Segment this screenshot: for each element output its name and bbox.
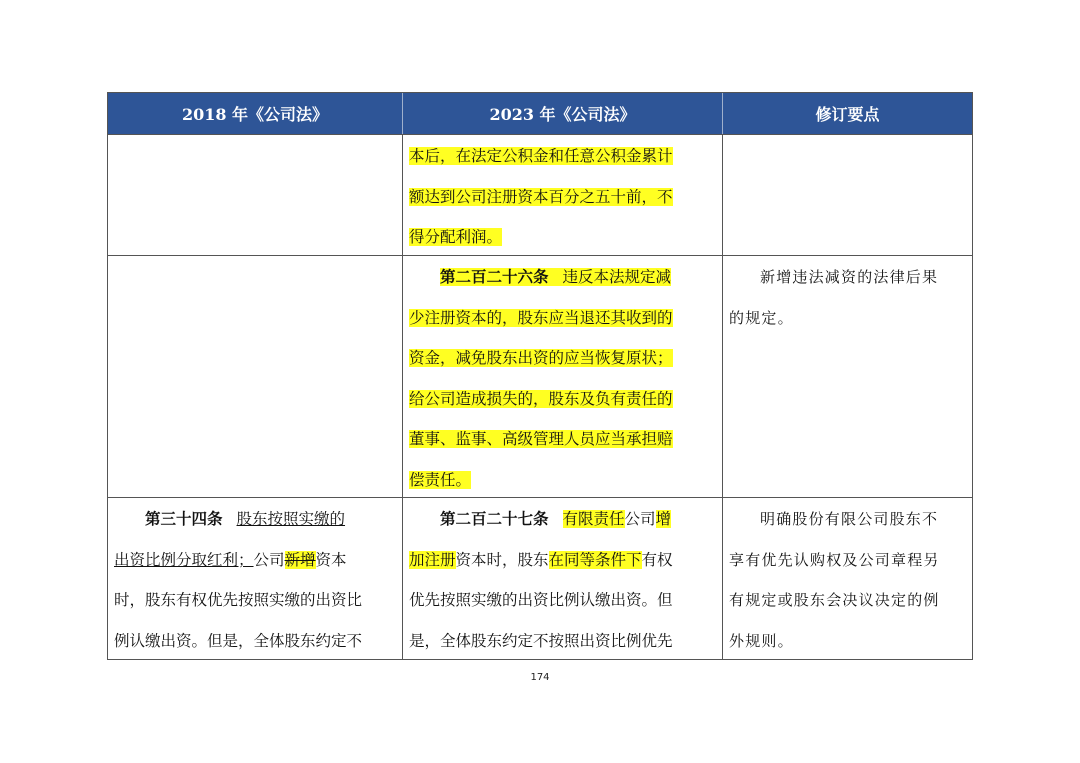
text-line: 本后，在法定公积金和任意公积金累计 [409,147,673,165]
text-line: 例认缴出资。但是，全体股东约定不 [114,631,363,650]
table-row [108,134,972,255]
note-line: 享有优先认购权及公司章程另 [729,550,940,569]
cell-notes [723,256,972,497]
table-row [108,255,972,497]
header-notes: 修订要点 [815,105,880,124]
note-line: 的规定。 [729,308,794,327]
cell-2023 [403,498,723,659]
text-line: 给公司造成损失的，股东及负有责任的 [409,389,673,408]
article-title: 第二百二十六条 [440,267,549,286]
text-line: 资金，减免股东出资的应当恢复原状； [409,349,673,367]
cell-2023 [403,256,723,497]
text-line: 违反本法规定减 [562,268,672,286]
table-header [108,93,972,134]
text-line: 是，全体股东约定不按照出资比例优先 [409,631,673,650]
comparison-table [107,92,973,660]
text-line: 少注册资本的，股东应当退还其收到的 [409,308,673,327]
text-line: 优先按照实缴的出资比例认缴出资。但 [409,591,673,609]
text-run: 公司 [624,510,656,528]
note-line: 外规则。 [729,631,794,650]
text-highlight: 在同等条件下 [548,550,642,569]
cell-2018 [108,498,403,659]
note-line: 明确股份有限公司股东不 [760,510,939,528]
text-struck: 新增 [284,550,316,569]
text-line: 偿责任。 [409,470,472,489]
table-row [108,497,972,659]
text-line: 董事、监事、高级管理人员应当承担赔 [409,430,673,448]
text-highlight: 加注册 [409,550,456,569]
text-underlined: 出资比例分取红利； [114,550,254,569]
note-line: 新增违法减资的法律后果 [760,268,939,286]
text-run: 资本 [315,550,347,569]
page-number: 174 [530,672,550,683]
cell-2018 [108,135,403,255]
text-run: 资本时，股东 [455,550,549,569]
note-line: 有规定或股东会决议决定的例 [729,591,940,609]
text-line: 得分配利润。 [409,228,503,246]
text-run: 有权 [641,550,673,569]
text-run: 公司 [253,550,285,569]
text-highlight: 增 [655,510,672,528]
text-highlight: 有限责任 [562,510,625,528]
cell-2023 [403,135,723,255]
header-2023: 2023 年《公司法》 [403,93,723,134]
text-underlined: 股东按照实缴的 [236,510,346,528]
article-title: 第二百二十七条 [440,509,549,528]
header-2018: 2018 年《公司法》 [108,93,403,134]
cell-notes [723,498,972,659]
article-title: 第三十四条 [145,509,223,528]
cell-notes [723,135,972,255]
text-line: 时，股东有权优先按照实缴的出资比 [114,591,363,609]
cell-2018 [108,256,403,497]
text-line: 额达到公司注册资本百分之五十前，不 [409,187,673,206]
